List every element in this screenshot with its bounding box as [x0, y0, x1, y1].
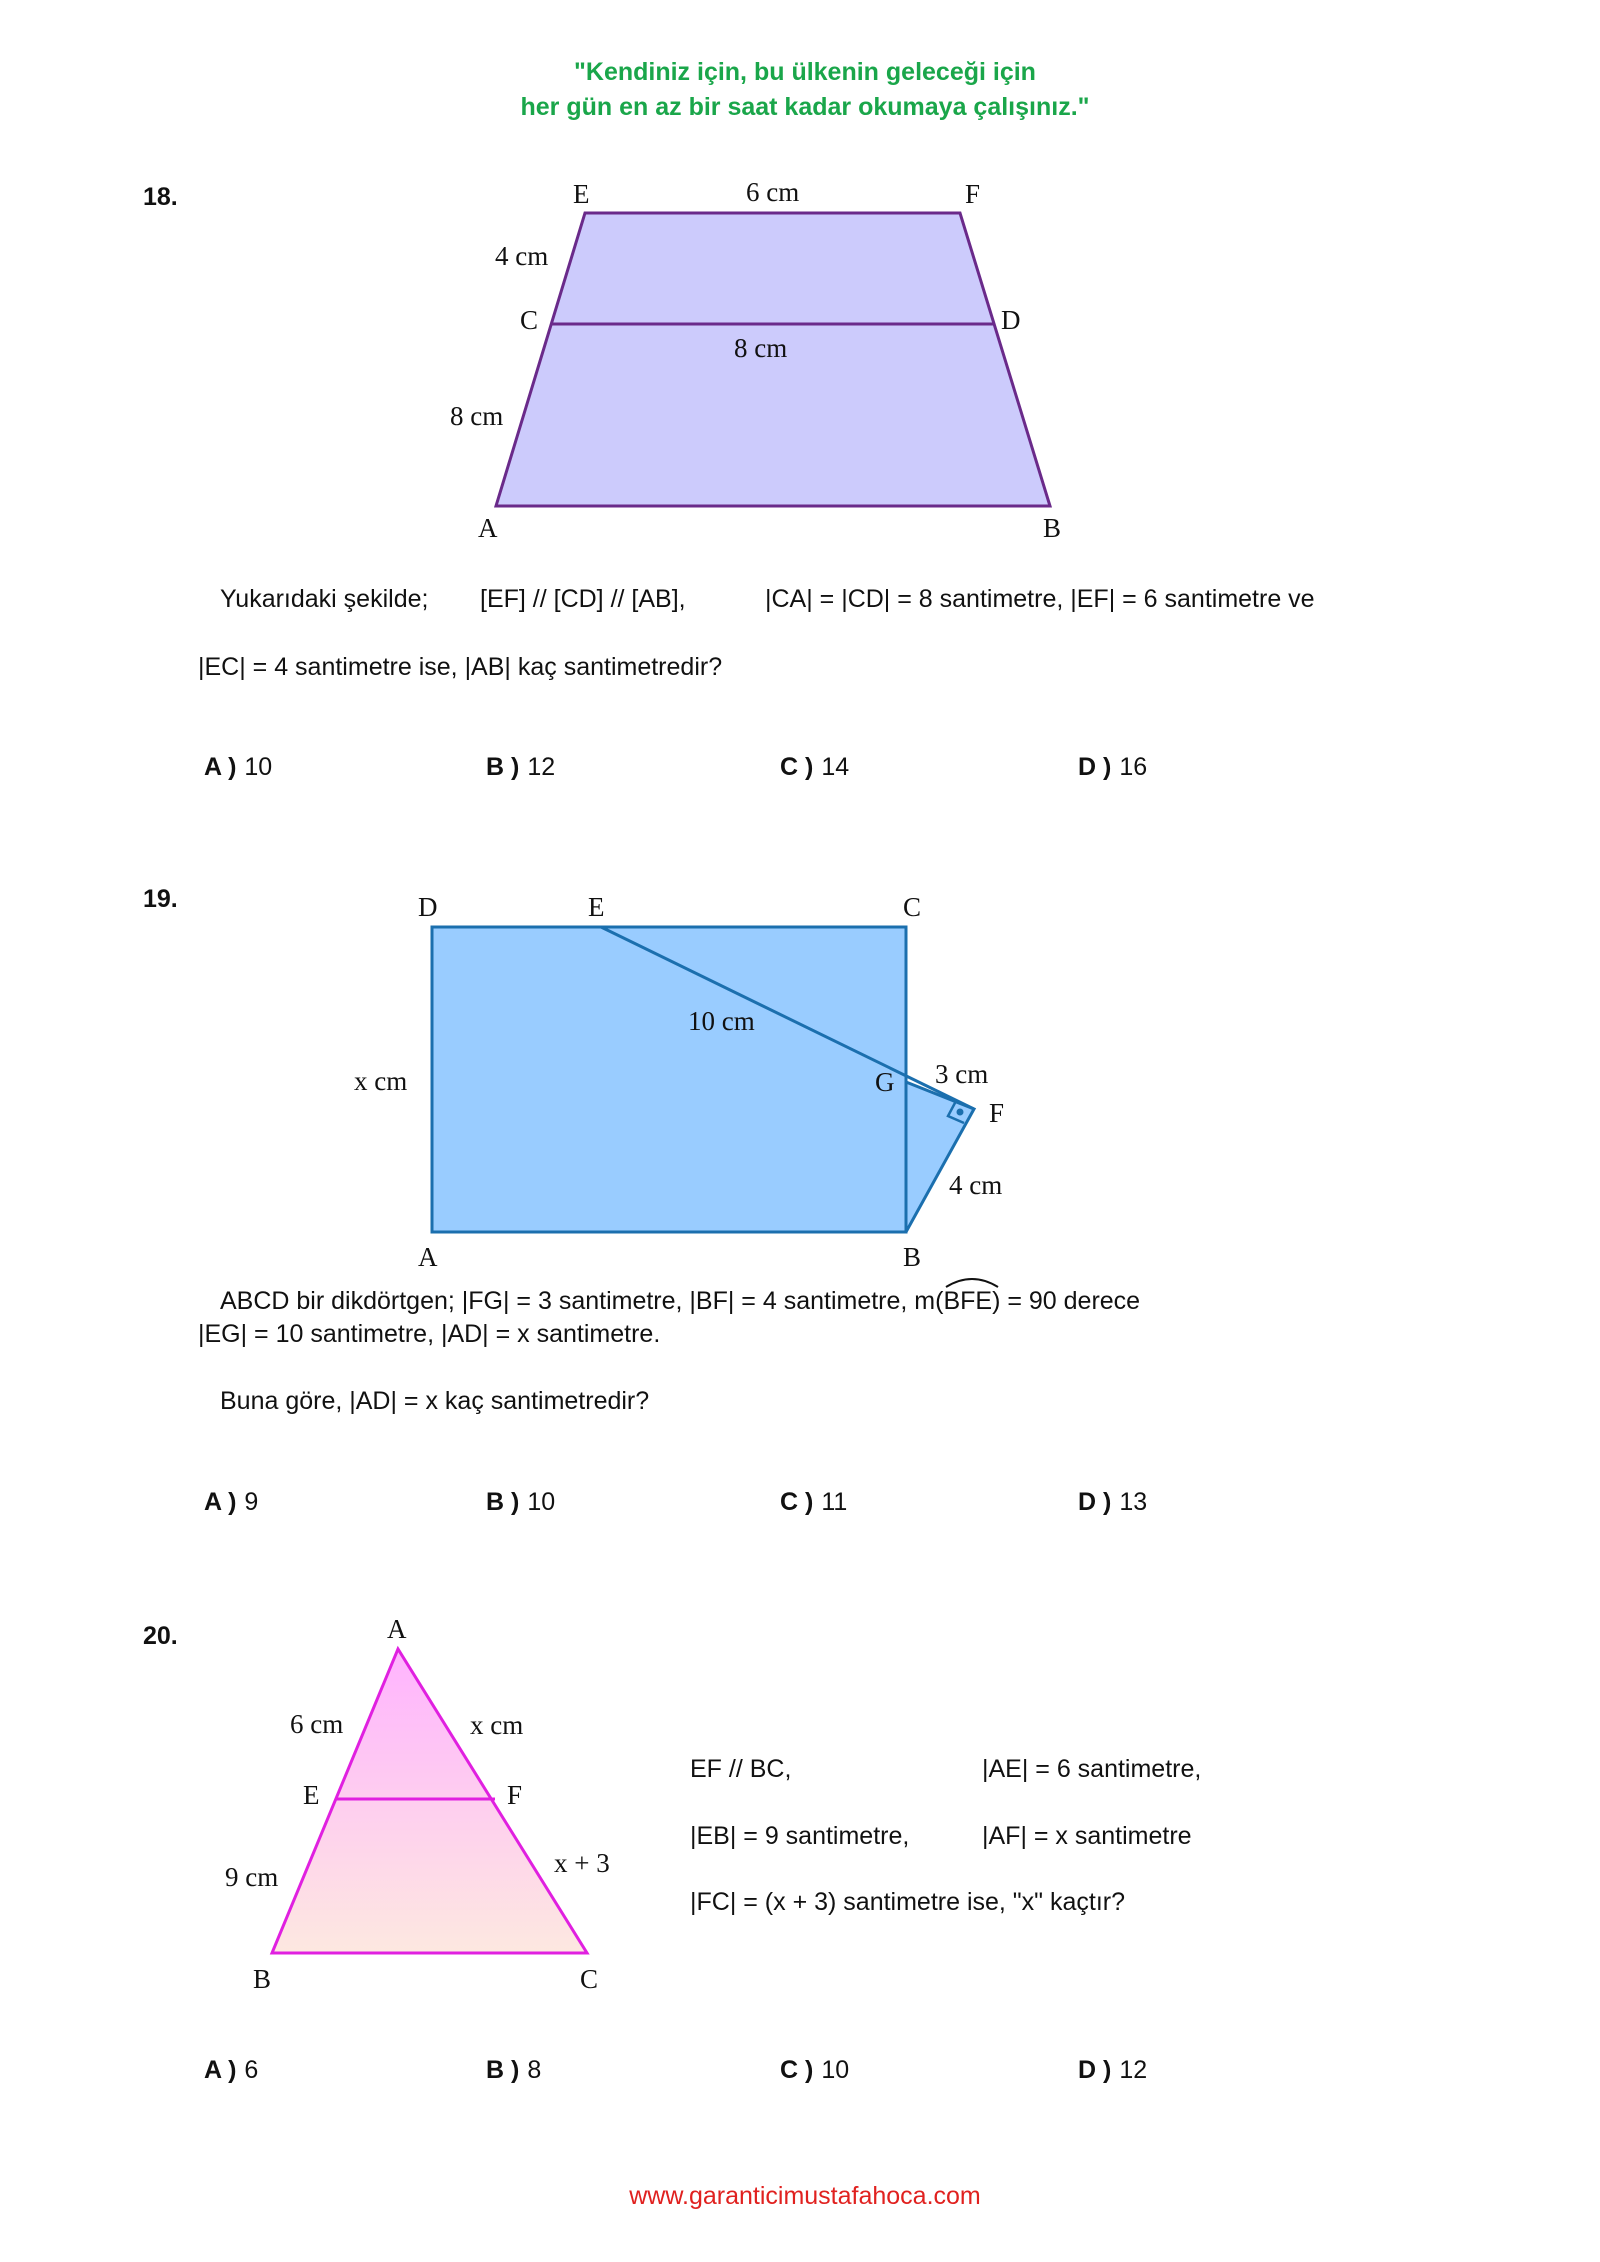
- label-a: A: [418, 1242, 438, 1272]
- question-18-number: 18.: [143, 183, 178, 211]
- option-letter: A ): [204, 2056, 237, 2084]
- option-value: 16: [1119, 753, 1148, 781]
- quote-line-1: "Kendiniz için, bu ülkenin geleceği için: [574, 58, 1036, 86]
- label-e: E: [588, 892, 605, 922]
- measure-eg: 10 cm: [688, 1006, 755, 1036]
- label-d: D: [1001, 305, 1021, 335]
- measure-ad: x cm: [354, 1066, 408, 1096]
- q20-text-af: |AF| = x santimetre: [982, 1822, 1192, 1850]
- option-letter: C ): [780, 1488, 814, 1516]
- q20-option-c[interactable]: [780, 2056, 849, 2085]
- question-19-number: 19.: [143, 885, 178, 913]
- label-c: C: [520, 305, 539, 335]
- measure-bf: 4 cm: [949, 1170, 1003, 1200]
- q18-option-c[interactable]: [780, 753, 849, 782]
- option-value: 13: [1119, 1488, 1148, 1516]
- q19-option-c[interactable]: [780, 1488, 847, 1517]
- angle-name: BFE: [943, 1287, 993, 1315]
- option-letter: C ): [780, 2056, 814, 2084]
- option-value: 10: [244, 753, 273, 781]
- q19-text-given: ABCD bir dikdörtgen; |FG| = 3 santimetre, |BF| = 4 santimetre, m(: [220, 1287, 944, 1315]
- q19-option-b[interactable]: [486, 1488, 555, 1517]
- option-value: 12: [527, 753, 556, 781]
- q18-text-parallel: [EF] // [CD] // [AB],: [480, 585, 686, 613]
- option-letter: D ): [1078, 753, 1112, 781]
- measure-ae: 6 cm: [290, 1709, 344, 1739]
- measure-ef: 6 cm: [746, 177, 800, 207]
- label-a: A: [478, 513, 498, 543]
- label-e: E: [573, 179, 590, 209]
- q20-option-b[interactable]: [486, 2056, 541, 2085]
- option-letter: B ): [486, 753, 520, 781]
- label-d: D: [418, 892, 438, 922]
- footer-url-link[interactable]: www.garanticimustafahoca.com: [629, 2182, 981, 2210]
- option-value: 11: [821, 1488, 848, 1516]
- option-value: 12: [1119, 2056, 1148, 2084]
- option-value: 14: [821, 753, 850, 781]
- option-letter: B ): [486, 1488, 520, 1516]
- measure-fc: x + 3: [554, 1848, 610, 1878]
- option-letter: C ): [780, 753, 814, 781]
- q19-option-a[interactable]: [204, 1488, 258, 1517]
- option-value: 8: [527, 2056, 542, 2084]
- q18-text-given: Yukarıdaki şekilde;: [220, 585, 429, 613]
- q19-option-d[interactable]: [1078, 1488, 1147, 1517]
- label-f: F: [989, 1098, 1005, 1128]
- option-value: 6: [244, 2056, 259, 2084]
- label-a: A: [387, 1614, 407, 1644]
- q20-option-a[interactable]: [204, 2056, 258, 2085]
- label-c: C: [903, 892, 922, 922]
- question-20-number: 20.: [143, 1622, 178, 1650]
- quote-line-2: her gün en az bir saat kadar okumaya çalışınız.": [520, 93, 1090, 121]
- q19-text-line2: |EG| = 10 santimetre, |AD| = x santimetre.: [198, 1320, 661, 1348]
- q18-option-d[interactable]: [1078, 753, 1147, 782]
- label-e: E: [303, 1780, 320, 1810]
- q19-text-line1: [220, 1287, 1140, 1316]
- q20-text-parallel: EF // BC,: [690, 1755, 792, 1783]
- label-f: F: [965, 179, 981, 209]
- trapezoid-figure: [0, 0, 1600, 560]
- measure-gf: 3 cm: [935, 1059, 989, 1089]
- q19-text-degree: ) = 90 derece: [992, 1287, 1141, 1315]
- angle-bfe: [943, 1287, 992, 1316]
- option-value: 10: [527, 1488, 556, 1516]
- option-letter: A ): [204, 1488, 237, 1516]
- q18-text-lengths: |CA| = |CD| = 8 santimetre, |EF| = 6 santimetre ve: [765, 585, 1315, 613]
- q19-text-question: Buna göre, |AD| = x kaç santimetredir?: [220, 1387, 650, 1415]
- option-value: 9: [244, 1488, 259, 1516]
- label-b: B: [253, 1964, 272, 1994]
- label-f: F: [507, 1780, 523, 1810]
- angle-arc-icon: [943, 1275, 1001, 1289]
- measure-ca: 8 cm: [450, 401, 504, 431]
- q18-text-question: |EC| = 4 santimetre ise, |AB| kaç santimetredir?: [198, 653, 723, 681]
- q20-text-eb: |EB| = 9 santimetre,: [690, 1822, 910, 1850]
- q18-option-b[interactable]: [486, 753, 555, 782]
- option-value: 10: [821, 2056, 850, 2084]
- label-c: C: [580, 1964, 599, 1994]
- triangle-figure: [0, 1600, 700, 2000]
- q18-option-a[interactable]: [204, 753, 272, 782]
- measure-cd: 8 cm: [734, 333, 788, 363]
- q20-text-question: |FC| = (x + 3) santimetre ise, "x" kaçtır?: [690, 1888, 1126, 1916]
- measure-ec: 4 cm: [495, 241, 549, 271]
- q20-option-d[interactable]: [1078, 2056, 1147, 2085]
- option-letter: B ): [486, 2056, 520, 2084]
- label-b: B: [903, 1242, 922, 1272]
- label-b: B: [1043, 513, 1062, 543]
- q20-text-ae: |AE| = 6 santimetre,: [982, 1755, 1202, 1783]
- label-g: G: [875, 1067, 895, 1097]
- measure-af: x cm: [470, 1710, 524, 1740]
- option-letter: D ): [1078, 2056, 1112, 2084]
- rectangle-abcd: [432, 927, 906, 1232]
- option-letter: D ): [1078, 1488, 1112, 1516]
- right-angle-dot: [957, 1109, 964, 1116]
- rectangle-figure: [0, 860, 1600, 1280]
- option-letter: A ): [204, 753, 237, 781]
- measure-eb: 9 cm: [225, 1862, 279, 1892]
